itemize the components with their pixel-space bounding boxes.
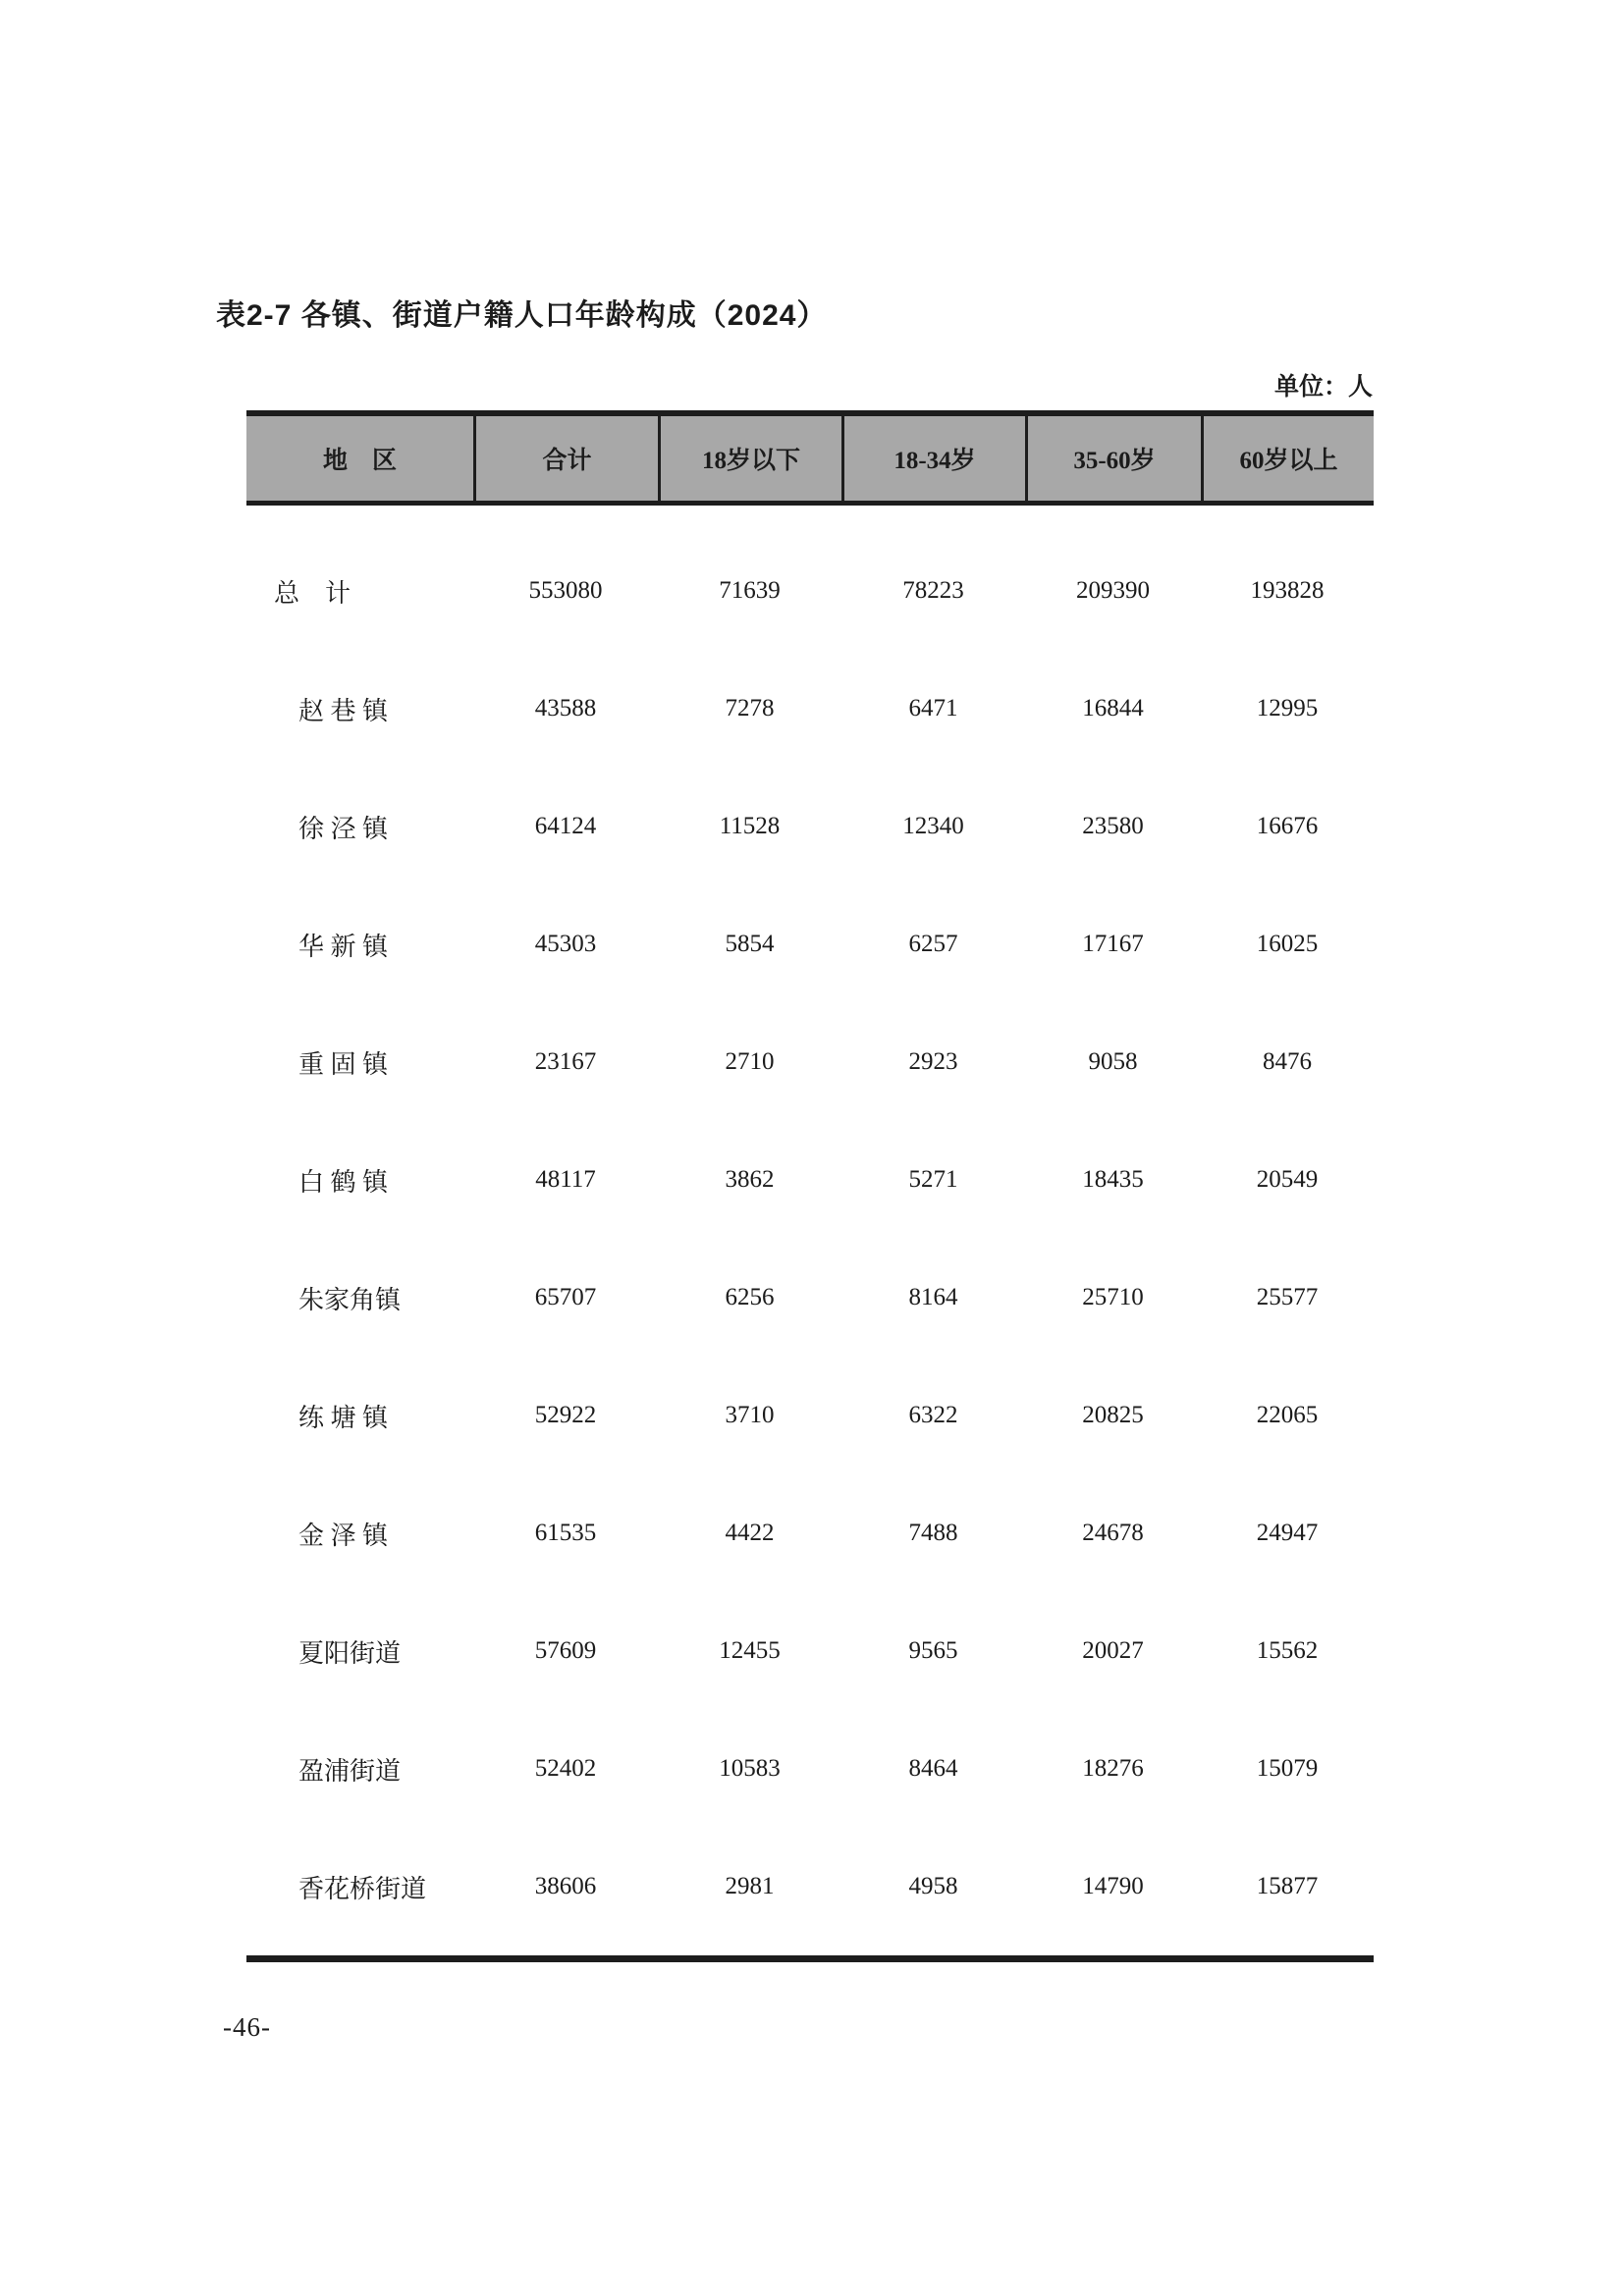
header-cell-35-60: 35-60岁: [1025, 416, 1201, 501]
header-cell-total: 合计: [473, 416, 658, 501]
value-cell: 20549: [1256, 1166, 1319, 1193]
value-cell: 12455: [719, 1637, 781, 1664]
value-cell: 9058: [1088, 1048, 1138, 1075]
value-cell: 64124: [534, 813, 597, 839]
table-row: [246, 768, 1374, 885]
value-cell: 553080: [528, 577, 603, 604]
value-cell: 5854: [725, 931, 775, 957]
value-cell: 2710: [725, 1048, 775, 1075]
table-row: [246, 650, 1374, 768]
region-cell: 赵 巷 镇: [298, 696, 389, 725]
value-cell: 23580: [1082, 813, 1144, 839]
value-cell: 20027: [1082, 1637, 1144, 1664]
value-cell: 20825: [1082, 1402, 1144, 1428]
value-cell: 57609: [534, 1637, 597, 1664]
value-cell: 15877: [1256, 1873, 1319, 1899]
value-cell: 52922: [534, 1402, 597, 1428]
value-cell: 209390: [1076, 577, 1150, 604]
table-row: [246, 1592, 1374, 1710]
value-cell: 12995: [1256, 695, 1319, 721]
value-cell: 8164: [908, 1284, 958, 1310]
page-number: -46-: [223, 2012, 271, 2042]
table-row: [246, 1121, 1374, 1239]
value-cell: 4422: [725, 1520, 775, 1546]
value-cell: 16676: [1256, 813, 1319, 839]
table-row: [246, 532, 1374, 650]
value-cell: 38606: [534, 1873, 597, 1899]
table-row: [246, 1003, 1374, 1121]
value-cell: 24678: [1082, 1520, 1144, 1546]
value-cell: 15562: [1256, 1637, 1319, 1664]
value-cell: 16025: [1256, 931, 1319, 957]
value-cell: 15079: [1256, 1755, 1319, 1782]
table-row: [246, 1828, 1374, 1946]
value-cell: 48117: [535, 1166, 596, 1193]
region-cell: 朱家角镇: [298, 1285, 402, 1314]
value-cell: 65707: [534, 1284, 597, 1310]
table-row: [246, 1710, 1374, 1828]
header-cell-18-34: 18-34岁: [841, 416, 1025, 501]
value-cell: 8476: [1263, 1048, 1312, 1075]
value-cell: 23167: [534, 1048, 597, 1075]
region-cell: 金 泽 镇: [298, 1521, 389, 1550]
value-cell: 11528: [719, 813, 781, 839]
value-cell: 9565: [908, 1637, 958, 1664]
value-cell: 10583: [719, 1755, 781, 1782]
region-cell: 华 新 镇: [298, 932, 389, 961]
value-cell: 6257: [908, 931, 958, 957]
region-cell: 总 计: [274, 578, 352, 608]
value-cell: 12340: [902, 813, 964, 839]
table-title: 表2-7 各镇、街道户籍人口年龄构成（2024）: [216, 299, 828, 332]
table-row: [246, 885, 1374, 1003]
value-cell: 18435: [1082, 1166, 1144, 1193]
header-cell-region: 地 区: [322, 448, 397, 474]
value-cell: 78223: [902, 577, 964, 604]
value-cell: 25710: [1082, 1284, 1144, 1310]
region-cell: 夏阳街道: [298, 1638, 402, 1668]
value-cell: 2981: [725, 1873, 775, 1899]
table-row: [246, 1239, 1374, 1357]
population-age-table: [246, 410, 1374, 1962]
region-cell: 徐 泾 镇: [298, 814, 389, 843]
value-cell: 16844: [1082, 695, 1144, 721]
value-cell: 8464: [908, 1755, 958, 1782]
value-cell: 25577: [1256, 1284, 1319, 1310]
header-cell-under-18: 18岁以下: [658, 416, 841, 501]
value-cell: 5271: [908, 1166, 958, 1193]
value-cell: 24947: [1256, 1520, 1319, 1546]
value-cell: 193828: [1250, 577, 1325, 604]
region-cell: 练 塘 镇: [298, 1403, 389, 1432]
region-cell: 香花桥街道: [298, 1874, 427, 1903]
value-cell: 71639: [719, 577, 781, 604]
value-cell: 6471: [908, 695, 958, 721]
unit-label: 单位：人: [1273, 374, 1373, 400]
value-cell: 43588: [534, 695, 597, 721]
value-cell: 52402: [534, 1755, 597, 1782]
table-row: [246, 1474, 1374, 1592]
region-cell: 重 固 镇: [298, 1049, 389, 1079]
value-cell: 6256: [725, 1284, 775, 1310]
value-cell: 45303: [534, 931, 597, 957]
value-cell: 7488: [908, 1520, 958, 1546]
value-cell: 6322: [908, 1402, 958, 1428]
value-cell: 61535: [534, 1520, 597, 1546]
region-cell: 白 鹤 镇: [298, 1167, 389, 1197]
value-cell: 18276: [1082, 1755, 1144, 1782]
value-cell: 2923: [908, 1048, 958, 1075]
table-body: [246, 506, 1374, 1955]
value-cell: 17167: [1082, 931, 1144, 957]
header-cell-over-60: 60岁以上: [1201, 416, 1374, 501]
value-cell: 4958: [908, 1873, 958, 1899]
value-cell: 14790: [1082, 1873, 1144, 1899]
table-header-row: [246, 410, 1374, 506]
value-cell: 3862: [725, 1166, 775, 1193]
table-row: [246, 1357, 1374, 1474]
value-cell: 22065: [1256, 1402, 1319, 1428]
value-cell: 3710: [725, 1402, 775, 1428]
value-cell: 7278: [725, 695, 775, 721]
region-cell: 盈浦街道: [298, 1756, 402, 1786]
